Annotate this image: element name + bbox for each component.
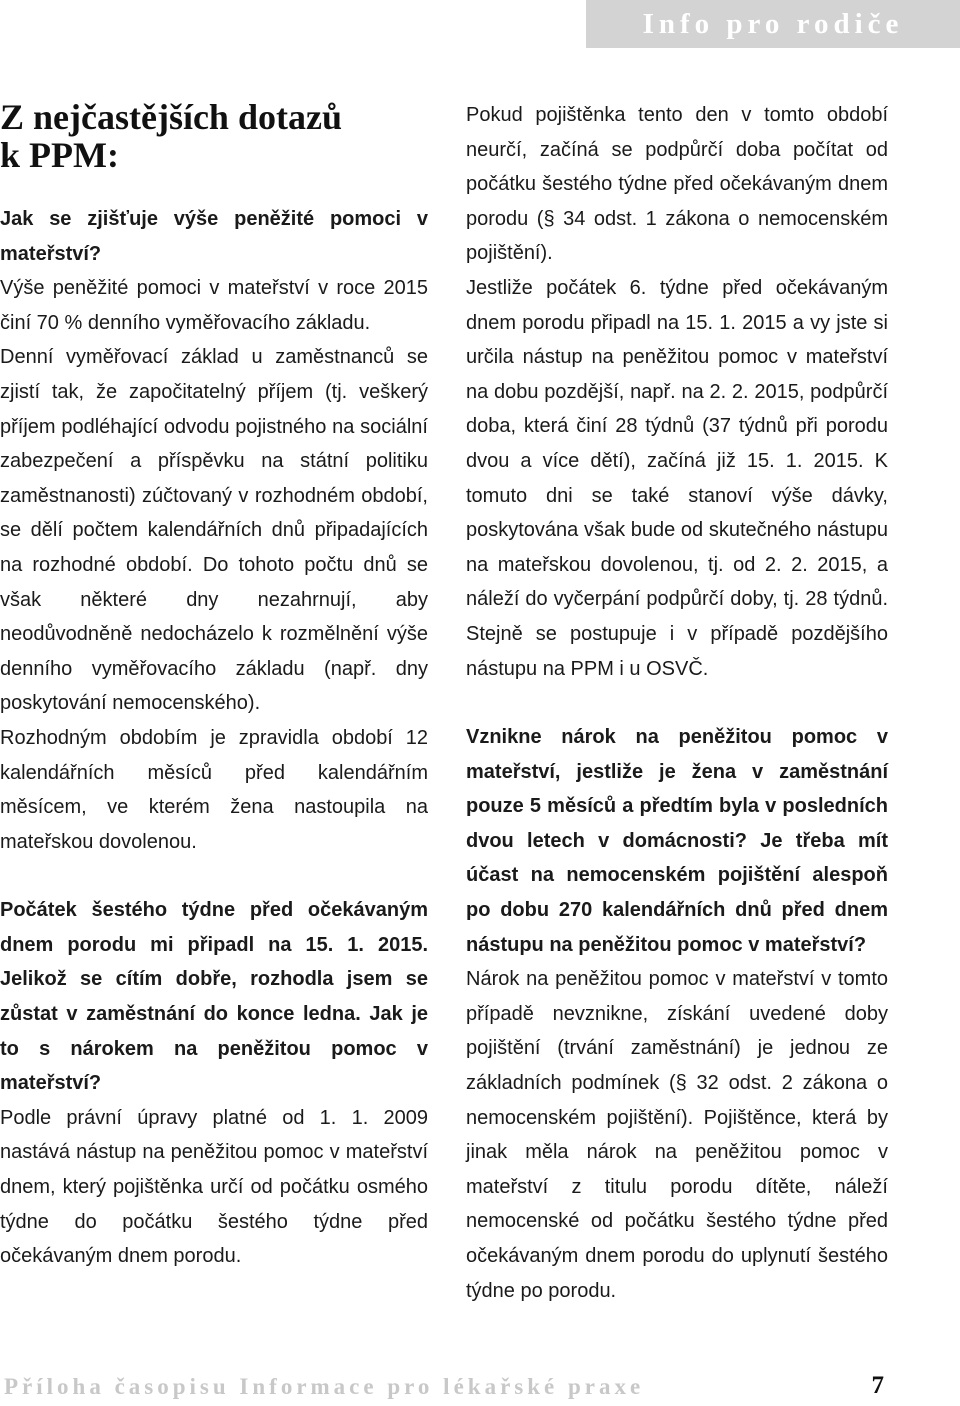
answer-1-paragraph-3: Rozhodným obdobím je zpravidla období 12 kalendářních měsíců před kalendářním měsícem, ve kterém žena nastoupila na mateřskou dovolenou. [0, 726, 428, 853]
spacer [466, 686, 888, 720]
title-line-1: Z nejčastějších dotazů [0, 97, 342, 137]
question-2: Počátek šestého týdne před očekávaným dnem porodu mi připadl na 15. 1. 2015. Jelikož se cítím dobře, rozhodla jsem se zůstat v zaměstnání do konce ledna. Jak je to s nárokem na peněžitou pomoc v mateřství? [0, 899, 428, 1095]
question-3: Vznikne nárok na peněžitou pomoc v mateřství, jestliže je žena v zaměstnání pouze 5 měsíců a předtím byla v posledních dvou letech v domácnosti? Je třeba mít účast na nemocenském pojištění alespoň po dobu 270 kalendářních dnů před dnem nástupu na peněžitou pomoc v mateřství? [466, 726, 888, 956]
answer-3-paragraph-1: Nárok na peněžitou pomoc v mateřství v tomto případě nevznikne, získání uvedené doby pojištění (trvání zaměstnání) je jednou ze základních podmínek (§ 32 odst. 2 zákona o nemocenském pojištění). Pojištěnce, která by jinak měla nárok na peněžitou pomoc v mateřství z titulu porodu dítěte, náleží nemocenské od počátku šestého týdne před očekávaným dnem porodu do uplynutí šestého týdne po porodu. [466, 968, 888, 1302]
answer-2-paragraph-2: Pokud pojištěnka tento den v tomto období neurčí, začíná se podpůrčí doba počítat od počátku šestého týdne před očekávaným dnem porodu (§ 34 odst. 1 zákona o nemocenském pojištění). [466, 104, 888, 265]
section-tab-label: Info pro rodiče [642, 7, 904, 40]
title-line-2: k PPM: [0, 135, 119, 175]
spacer [0, 859, 428, 893]
left-column [0, 98, 428, 1274]
answer-1-paragraph-2: Denní vyměřovací základ u zaměstnanců se zjistí tak, že započitatelný příjem (tj. veškerý příjem podléhající odvodu pojistného na sociální zabezpečení a příspěvku na státní politiku zaměstnanosti) zúčtovaný v rozhodném období, se dělí počtem kalendářních dnů připadajících na rozhodné období. Do tohoto počtu dnů se však některé dny nezahrnují, aby neodůvodněně nedocházelo k rozmělnění výše denního vyměřovacího základu (např. dny poskytování nemocenského). [0, 346, 428, 715]
question-1: Jak se zjišťuje výše peněžité pomoci v mateřství? [0, 208, 428, 265]
answer-1-paragraph-1: Výše peněžité pomoci v mateřství v roce 2015 činí 70 % denního vyměřovacího základu. [0, 277, 428, 334]
answer-2-paragraph-3: Jestliže počátek 6. týdne před očekávaným dnem porodu připadl na 15. 1. 2015 a vy jste si určila nástup na peněžitou pomoc v mateřství na dobu pozdější, např. na 2. 2. 2015, podpůrčí doba, která činí 28 týdnů (37 týdnů při porodu dvou a více dětí), začíná již 15. 1. 2015. K tomuto dni se také stanoví výše dávky, poskytována však bude od skutečného nástupu na mateřskou dovolenou, tj. od 2. 2. 2015, a náleží do vyčerpání podpůrčí doby, tj. 28 týdnů. Stejně se postupuje i v případě pozdějšího nástupu na PPM i u OSVČ. [466, 276, 888, 680]
section-tab [586, 0, 960, 48]
page-number: 7 [871, 1372, 884, 1399]
answer-2-paragraph-1: Podle právní úpravy platné od 1. 1. 2009 nastává nástup na peněžitou pomoc v mateřství dnem, který pojištěnka určí od počátku osmého týdne do počátku šestého týdne před očekávaným dnem porodu. [0, 1106, 428, 1268]
right-column [466, 98, 888, 1308]
article-title [0, 98, 428, 174]
footer-publication: Příloha časopisu Informace pro lékařské praxe [4, 1374, 645, 1399]
